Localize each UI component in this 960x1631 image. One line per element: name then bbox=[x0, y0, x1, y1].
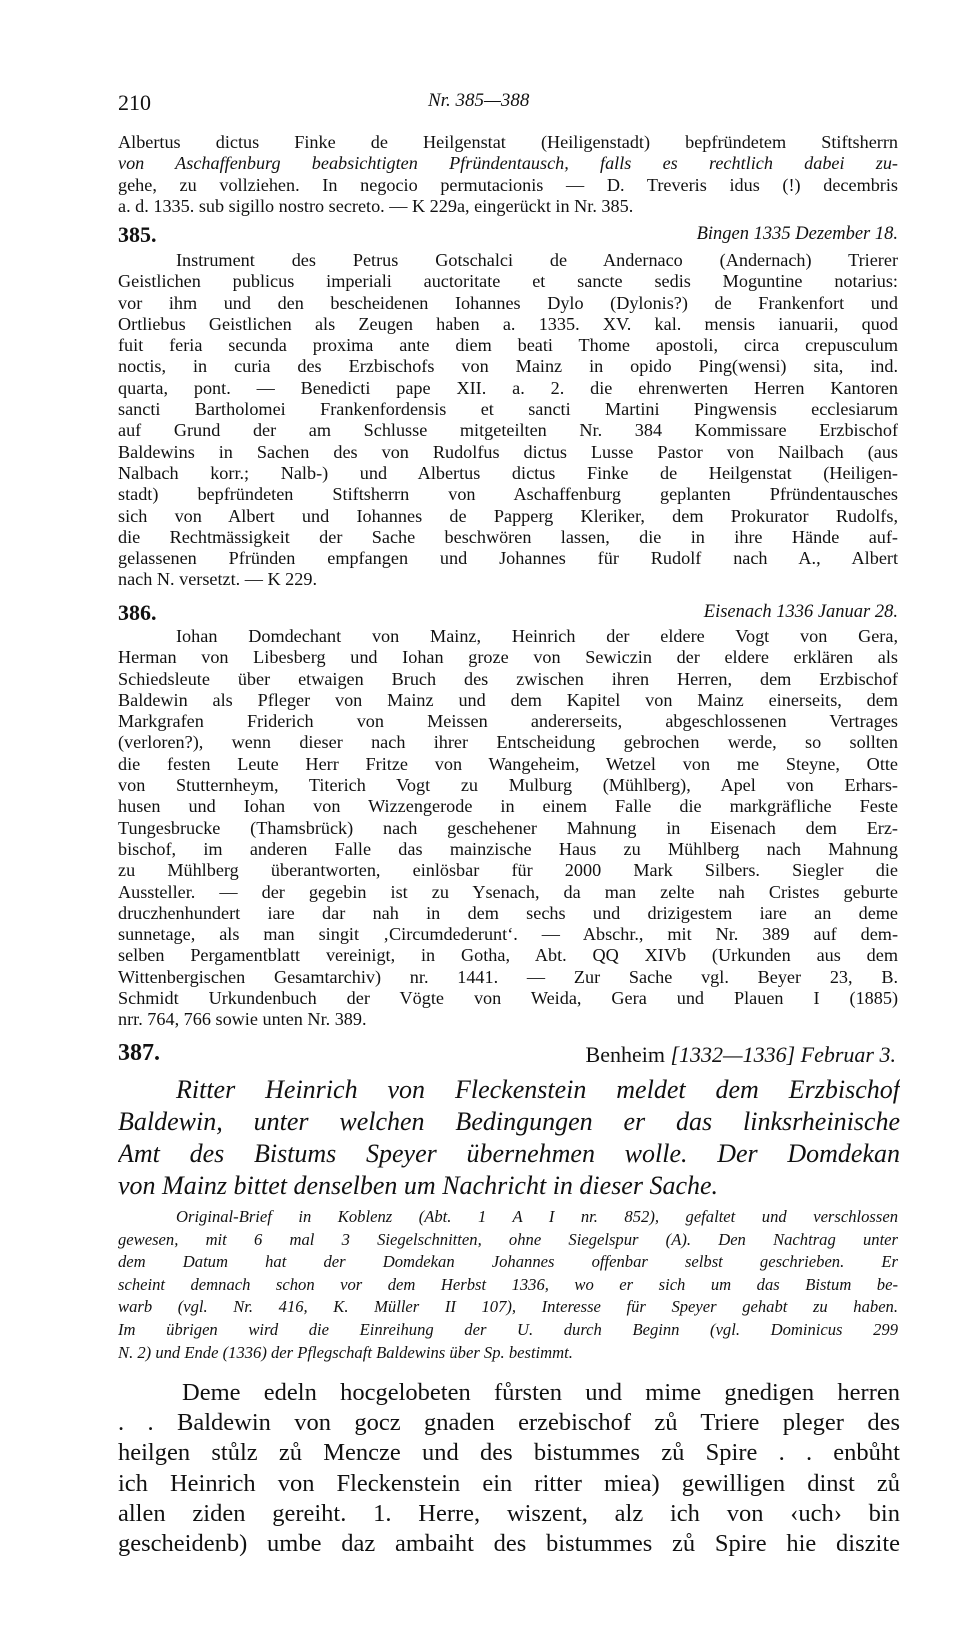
text-line: noctis, in curia des Erzbischofs von Mainz in opido Ping(wensi) sita, ind. bbox=[118, 356, 898, 377]
text-line: Albertus dictus Finke de Heilgenstat (Heiligenstadt) bepfründetem Stiftsherrn bbox=[118, 132, 898, 152]
text-line: Instrument des Petrus Gotschalci de Andernaco (Andernach) Trierer bbox=[176, 250, 898, 270]
text-line: Geistlichen publicus imperiali auctoritate et sancte sedis Moguntine notarius: bbox=[118, 271, 898, 292]
entry-387-text bbox=[118, 1378, 900, 1559]
entry-date: Eisenach 1336 Januar 28. bbox=[703, 602, 898, 622]
text-line: die festen Leute Herr Fritze von Wangeheim, Wetzel von me Steyne, Otte bbox=[118, 753, 898, 774]
entry-386-header bbox=[118, 600, 898, 626]
entry-date: Bingen 1335 Dezember 18. bbox=[696, 224, 898, 244]
text-line: Schmidt Urkundenbuch der Vögte von Weida, Gera und Plauen I (1885) bbox=[118, 988, 898, 1009]
regest-line: Amt des Bistums Speyer übernehmen wolle. Der Domdekan bbox=[118, 1139, 900, 1168]
entry-385-body bbox=[118, 250, 898, 591]
note-line: Im übrigen wird die Einreihung der U. durch Beginn (vgl. Dominicus 299 bbox=[118, 1319, 898, 1339]
note-line: gewesen, mit 6 mal 3 Siegelschnitten, ohne Siegelspur (A). Den Nachtrag unter bbox=[118, 1229, 898, 1249]
source-text-line: heilgen stůlz zů Mencze und des bistummes zů Spire . . enbůht bbox=[118, 1439, 900, 1467]
text-line: Baldewin als Pfleger von Mainz und dem Kapitel von Mainz einerseits, dem bbox=[118, 689, 898, 710]
text-line: auf Grund der am Schlusse mitgeteilten Nr. 384 Kommissare Erzbischof bbox=[118, 420, 898, 441]
entry-386-body bbox=[118, 626, 898, 1031]
regest-line: Ritter Heinrich von Fleckenstein meldet dem Erzbischof bbox=[176, 1075, 900, 1104]
text-line: vor ihm und den bescheidenen Iohannes Dylo (Dylonis?) de Frankenfort und bbox=[118, 292, 898, 313]
text-line: Schiedsleute über etwaigen Bruch des zwischen ihren Herren, dem Erzbischof bbox=[118, 668, 898, 689]
entry-387-header bbox=[118, 1040, 898, 1072]
text-line: Nalbach korr.; Nalb-) und Albertus dictus Finke de Heilgenstat (Heiligen- bbox=[118, 462, 898, 483]
note-line: warb (vgl. Nr. 416, K. Müller II 107), Interesse für Speyer gehabt zu haben. bbox=[118, 1297, 898, 1317]
note-line: N. 2) und Ende (1336) der Pflegschaft Baldewins über Sp. bestimmt. bbox=[118, 1342, 573, 1362]
source-text-line: ich Heinrich von Fleckenstein ein ritter miea) gewilligen dinst zů bbox=[118, 1469, 900, 1497]
text-line: sich von Albert und Iohannes de Papperg Kleriker, dem Prokurator Rudolfs, bbox=[118, 505, 898, 526]
regest-line: von Mainz bittet denselben um Nachricht in dieser Sache. bbox=[118, 1171, 719, 1200]
text-line: sancti Bartholomei Frankenfordensis et sancti Martini Pingwensis ecclesiarum bbox=[118, 399, 898, 420]
text-line: Iohan Domdechant von Mainz, Heinrich der eldere Vogt von Gera, bbox=[176, 626, 898, 646]
text-line: zu Mühlberg überantworten, einlösbar für 2000 Mark Silbers. Siegler die bbox=[118, 860, 898, 881]
text-line: (verloren?), wenn dieser nach ihrer Entscheidung gebrochen werde, so sollten bbox=[118, 732, 898, 753]
entry-number: 387. bbox=[118, 1040, 160, 1066]
text-line: Tungesbrucke (Thamsbrück) nach geschehener Mahnung in Eisenach dem Erz- bbox=[118, 817, 898, 838]
source-text-line: Deme edeln hocgelobeten fůrsten und mime gnedigen herren bbox=[182, 1379, 900, 1406]
source-text-line: allen ziden gereiht. 1. Herre, wiszent, alz ich von ‹uch› bin bbox=[118, 1499, 900, 1527]
entry-date: [1332—1336] Februar 3. bbox=[670, 1042, 896, 1067]
source-text-line: gescheidenb) umbe daz ambaiht des bistummes zů Spire hie diszite bbox=[118, 1530, 900, 1558]
text-line: quarta, pont. — Benedicti pape XII. a. 2. die ehrenwerten Herren Kantoren bbox=[118, 377, 898, 398]
entry-387-note bbox=[118, 1206, 898, 1364]
text-line: gehe, zu vollziehen. In negocio permutacionis — D. Treveris idus (!) decembris bbox=[118, 174, 898, 195]
entry-387-regest bbox=[118, 1074, 900, 1202]
note-line: scheint demnach schon vor dem Herbst 1336, wo er sich um das Bistum be- bbox=[118, 1274, 898, 1294]
intro-paragraph bbox=[118, 132, 898, 217]
page-number: 210 bbox=[118, 90, 151, 115]
text-line: nrr. 764, 766 sowie unten Nr. 389. bbox=[118, 1009, 367, 1030]
text-line: selben Pergamentblatt vereinigt, in Gotha, Abt. QQ XIVb (Urkunden aus dem bbox=[118, 945, 898, 966]
entry-number: 386. bbox=[118, 600, 157, 625]
running-title: Nr. 385—388 bbox=[428, 90, 530, 111]
text-line: sunnetage, als man singit ‚Circumdederunt‘. — Abschr., mit Nr. 389 auf dem- bbox=[118, 924, 898, 945]
entry-place: Benheim bbox=[585, 1042, 665, 1067]
text-line: husen und Iohan von Wizzengerode in einem Falle die markgräfliche Feste bbox=[118, 796, 898, 817]
text-line: von Aschaffenburg beabsichtigten Pfründentausch, falls es rechtlich dabei zu- bbox=[118, 153, 898, 174]
text-line: bischof, im anderen Falle das mainzische Haus zu Mühlberg nach Mahnung bbox=[118, 838, 898, 859]
text-line: fuit feria secunda proxima ante diem beati Thome apostoli, circa crepusculum bbox=[118, 335, 898, 356]
text-line: nach N. versetzt. — K 229. bbox=[118, 569, 317, 590]
text-line: Wittenbergischen Gesamtarchiv) nr. 1441. — Zur Sache vgl. Beyer 23, B. bbox=[118, 966, 898, 987]
source-text-line: . . Baldewin von gocz gnaden erzebischof zů Triere pleger des bbox=[118, 1409, 900, 1437]
text-line: druczhenhundert iare dar nah in dem sechs und drizigestem iare an deme bbox=[118, 902, 898, 923]
text-line: Ortliebus Geistlichen als Zeugen haben a. 1335. XV. kal. mensis ianuarii, quod bbox=[118, 313, 898, 334]
text-line: Markgrafen Friderich von Meissen andererseits, abgeschlossenen Vertrages bbox=[118, 711, 898, 732]
entry-number: 385. bbox=[118, 222, 157, 247]
note-line: dem Datum hat der Domdekan Johannes offenbar selbst geschrieben. Er bbox=[118, 1252, 898, 1272]
regest-line: Baldewin, unter welchen Bedingungen er das linksrheinische bbox=[118, 1107, 900, 1136]
text-line: stadt) bepfründeten Stiftsherrn von Aschaffenburg geplanten Pfründentausches bbox=[118, 484, 898, 505]
note-line: Original-Brief in Koblenz (Abt. 1 A I nr. 852), gefaltet und verschlossen bbox=[176, 1207, 898, 1226]
text-line: Herman von Libesberg und Iohan groze von Sewiczin der eldere erklären als bbox=[118, 647, 898, 668]
text-line: gelassenen Pfründen empfangen und Johannes für Rudolf nach A., Albert bbox=[118, 548, 898, 569]
entry-dateline bbox=[586, 1042, 896, 1068]
text-line: a. d. 1335. sub sigillo nostro secreto. — K 229a, eingerückt in Nr. 385. bbox=[118, 195, 634, 216]
entry-385-header bbox=[118, 222, 898, 248]
text-line: die Rechtmässigkeit der Sache beschwören lassen, die in ihre Hände auf- bbox=[118, 526, 898, 547]
text-line: Aussteller. — der gegebin ist zu Ysenach, da man zelte nah Cristes geburte bbox=[118, 881, 898, 902]
text-line: Baldewins in Sachen des von Rudolfus dictus Lusse Pastor von Nailbach (aus bbox=[118, 441, 898, 462]
text-line: von Stutternheym, Titerich Vogt zu Mulburg (Mühlberg), Apel von Erhars- bbox=[118, 775, 898, 796]
